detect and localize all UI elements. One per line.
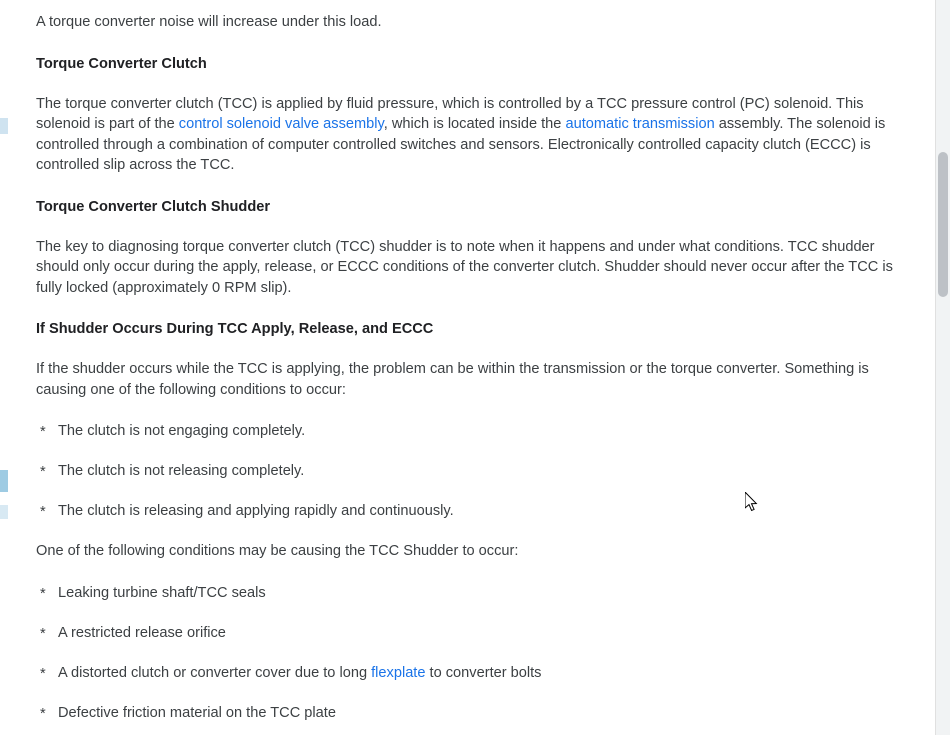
list-item-label: The clutch is releasing and applying rapidly and continuously.	[58, 503, 454, 519]
bullet-star-icon: *	[40, 585, 46, 602]
list-item	[36, 663, 906, 683]
text-run: assembly. The solenoid is controlled through a combination of computer controlled switches and sensors. Electronically controlled capacity clutch (ECCC) is controlled slip across the TCC.	[36, 116, 886, 173]
list-item	[36, 461, 906, 481]
paragraph-causes-lead: One of the following conditions may be causing the TCC Shudder to occur:	[36, 543, 519, 559]
list-item	[36, 421, 906, 441]
paragraph-if-shudder-applying: If the shudder occurs while the TCC is applying, the problem can be within the transmission or the torque converter. Something is causing one of the following conditions to occur:	[36, 361, 869, 398]
paragraph-tcc-description	[36, 94, 906, 176]
paragraph-block	[36, 541, 906, 562]
paragraph-block	[36, 359, 906, 400]
text-run: , which is located inside the	[383, 116, 566, 132]
list-item-label: The clutch is not releasing completely.	[58, 463, 305, 479]
list-item	[36, 583, 906, 603]
bullet-star-icon: *	[40, 504, 46, 520]
link-automatic-transmission[interactable]: automatic transmission	[565, 116, 715, 132]
bullet-star-icon: *	[40, 705, 46, 722]
text-run: The torque converter clutch (TCC) is applied by fluid pressure, which is controlled by a TCC pressure control (PC) solenoid. This solenoid is part of the	[36, 95, 864, 132]
paragraph-intro-noise: A torque converter noise will increase under this load.	[36, 14, 382, 30]
left-edge-highlight-1	[0, 118, 8, 134]
list-item	[36, 501, 906, 521]
list-item-label: The clutch is not engaging completely.	[58, 423, 306, 439]
bullet-star-icon: *	[40, 424, 46, 440]
section-heading-torque-converter-clutch: Torque Converter Clutch	[36, 55, 207, 72]
link-flexplate[interactable]: flexplate	[371, 664, 426, 681]
article-body	[8, 0, 936, 726]
section-heading-tcc-shudder: Torque Converter Clutch Shudder	[36, 198, 271, 215]
article-content-card	[8, 0, 936, 726]
paragraph-shudder-diagnosis: The key to diagnosing torque converter clutch (TCC) shudder is to note when it happens and under what conditions. TCC shudder should only occur during the apply, release, or ECCC conditions of the converter clutch. Shudder should never occur after the TCC is fully locked (approximately 0 RPM slip).	[36, 238, 893, 296]
vertical-scrollbar-thumb[interactable]	[938, 152, 948, 297]
list-item-label: Defective friction material on the TCC plate	[58, 704, 336, 721]
bullet-star-icon: *	[40, 665, 46, 682]
list-shudder-causes	[36, 583, 906, 723]
vertical-scrollbar-track[interactable]	[935, 0, 950, 735]
list-clutch-conditions	[36, 421, 906, 521]
link-control-solenoid-valve-assembly[interactable]: control solenoid valve assembly	[178, 116, 384, 132]
left-edge-highlight-2	[0, 470, 8, 492]
page-bottom-strip	[0, 725, 950, 735]
text-run: to converter bolts	[425, 664, 542, 681]
section-heading-if-shudder-occurs: If Shudder Occurs During TCC Apply, Release, and ECCC	[36, 321, 434, 337]
paragraph-block	[36, 237, 906, 299]
left-edge-highlight-3	[0, 505, 8, 519]
list-item-label: A restricted release orifice	[58, 624, 226, 641]
text-run: A distorted clutch or converter cover due to long	[58, 664, 372, 681]
paragraph-block	[36, 12, 906, 33]
bullet-star-icon: *	[40, 625, 46, 642]
list-item	[36, 623, 906, 643]
bullet-star-icon: *	[40, 464, 46, 480]
list-item	[36, 703, 906, 723]
list-item-label: Leaking turbine shaft/TCC seals	[58, 584, 266, 601]
paragraph-block	[36, 94, 906, 176]
left-edge-strips	[0, 0, 8, 735]
